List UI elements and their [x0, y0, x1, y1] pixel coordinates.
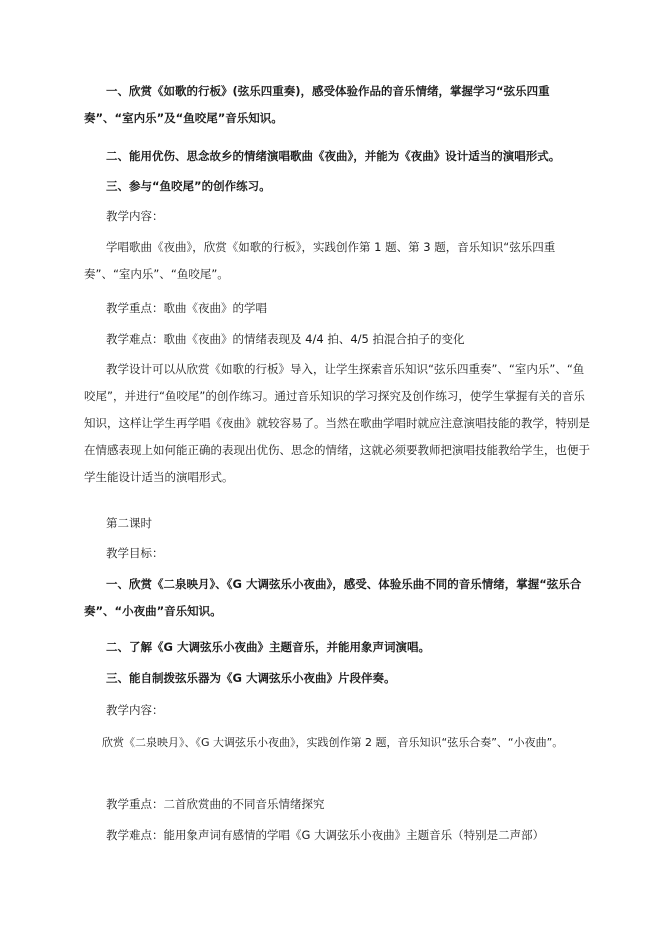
lesson1-difficulty: 教学难点：歌曲《夜曲》的情绪表现及 4/4 拍、4/5 拍混合拍子的变化 — [106, 332, 465, 346]
lesson1-goal-3: 三、参与“鱼咬尾”的创作练习。 — [106, 179, 271, 193]
lesson1-key-point: 教学重点：歌曲《夜曲》的学唱 — [106, 301, 267, 315]
lesson1-content-heading: 教学内容： — [106, 209, 164, 223]
lesson2-content-heading: 教学内容： — [106, 703, 164, 717]
lesson2-goal-2: 二、了解《G 大调弦乐小夜曲》主题音乐，并能用象声词演唱。 — [106, 640, 430, 654]
lesson1-goal-2: 二、能用优伤、思念故乡的情绪演唱歌曲《夜曲》，并能为《夜曲》设计适当的演唱形式。 — [106, 149, 561, 163]
lesson2-goal-1: 一、欣赏《二泉映月》、《G 大调弦乐小夜曲》，感受、体验乐曲不同的音乐情绪，掌握“弦乐合奏”、“小夜曲”音乐知识。 — [84, 577, 582, 618]
lesson1-goal-1: 一、欣赏《如歌的行板》(弦乐四重奏)，感受体验作品的音乐情绪，掌握学习“弦乐四重奏”、“室内乐”及“鱼咬尾”音乐知识。 — [84, 84, 550, 125]
lesson2-key-point: 教学重点：二首欣赏曲的不同音乐情绪探究 — [106, 797, 325, 811]
lesson2-goal-3: 三、能自制拨弦乐器为《G 大调弦乐小夜曲》片段伴奏。 — [106, 671, 396, 685]
lesson1-design: 教学设计可以从欣赏《如歌的行板》导入，让学生探索音乐知识“弦乐四重奏”、“室内乐”、“鱼咬尾”，并进行“鱼咬尾”的创作练习。通过音乐知识的学习探究及创作练习，使学生掌握有关的音乐知识，这样让学生再学唱《夜曲》就较容易了。当然在歌曲学唱时就应注意演唱技能的教学，特别是在情感表现上如何能正确的表现出优伤、思念的情绪，这就必须要教师把演唱技能教给学生，也便于学生能设计适当的演唱形式。 — [84, 362, 590, 484]
lesson1-content-text: 学唱歌曲《夜曲》，欣赏《如歌的行板》，实践创作第 1 题、第 3 题，音乐知识“弦乐四重奏”、“室内乐”、“鱼咬尾”。 — [84, 240, 556, 281]
lesson2-difficulty: 教学难点：能用象声词有感情的学唱《G 大调弦乐小夜曲》主题音乐（特别是二声部） — [106, 828, 545, 842]
lesson2-goal-heading: 教学目标： — [106, 546, 164, 560]
lesson2-content-text: 欣赏《二泉映月》、《G 大调弦乐小夜曲》，实践创作第 2 题，音乐知识“弦乐合奏”、“小夜曲”。 — [102, 736, 564, 749]
lesson2-title: 第二课时 — [106, 516, 152, 530]
